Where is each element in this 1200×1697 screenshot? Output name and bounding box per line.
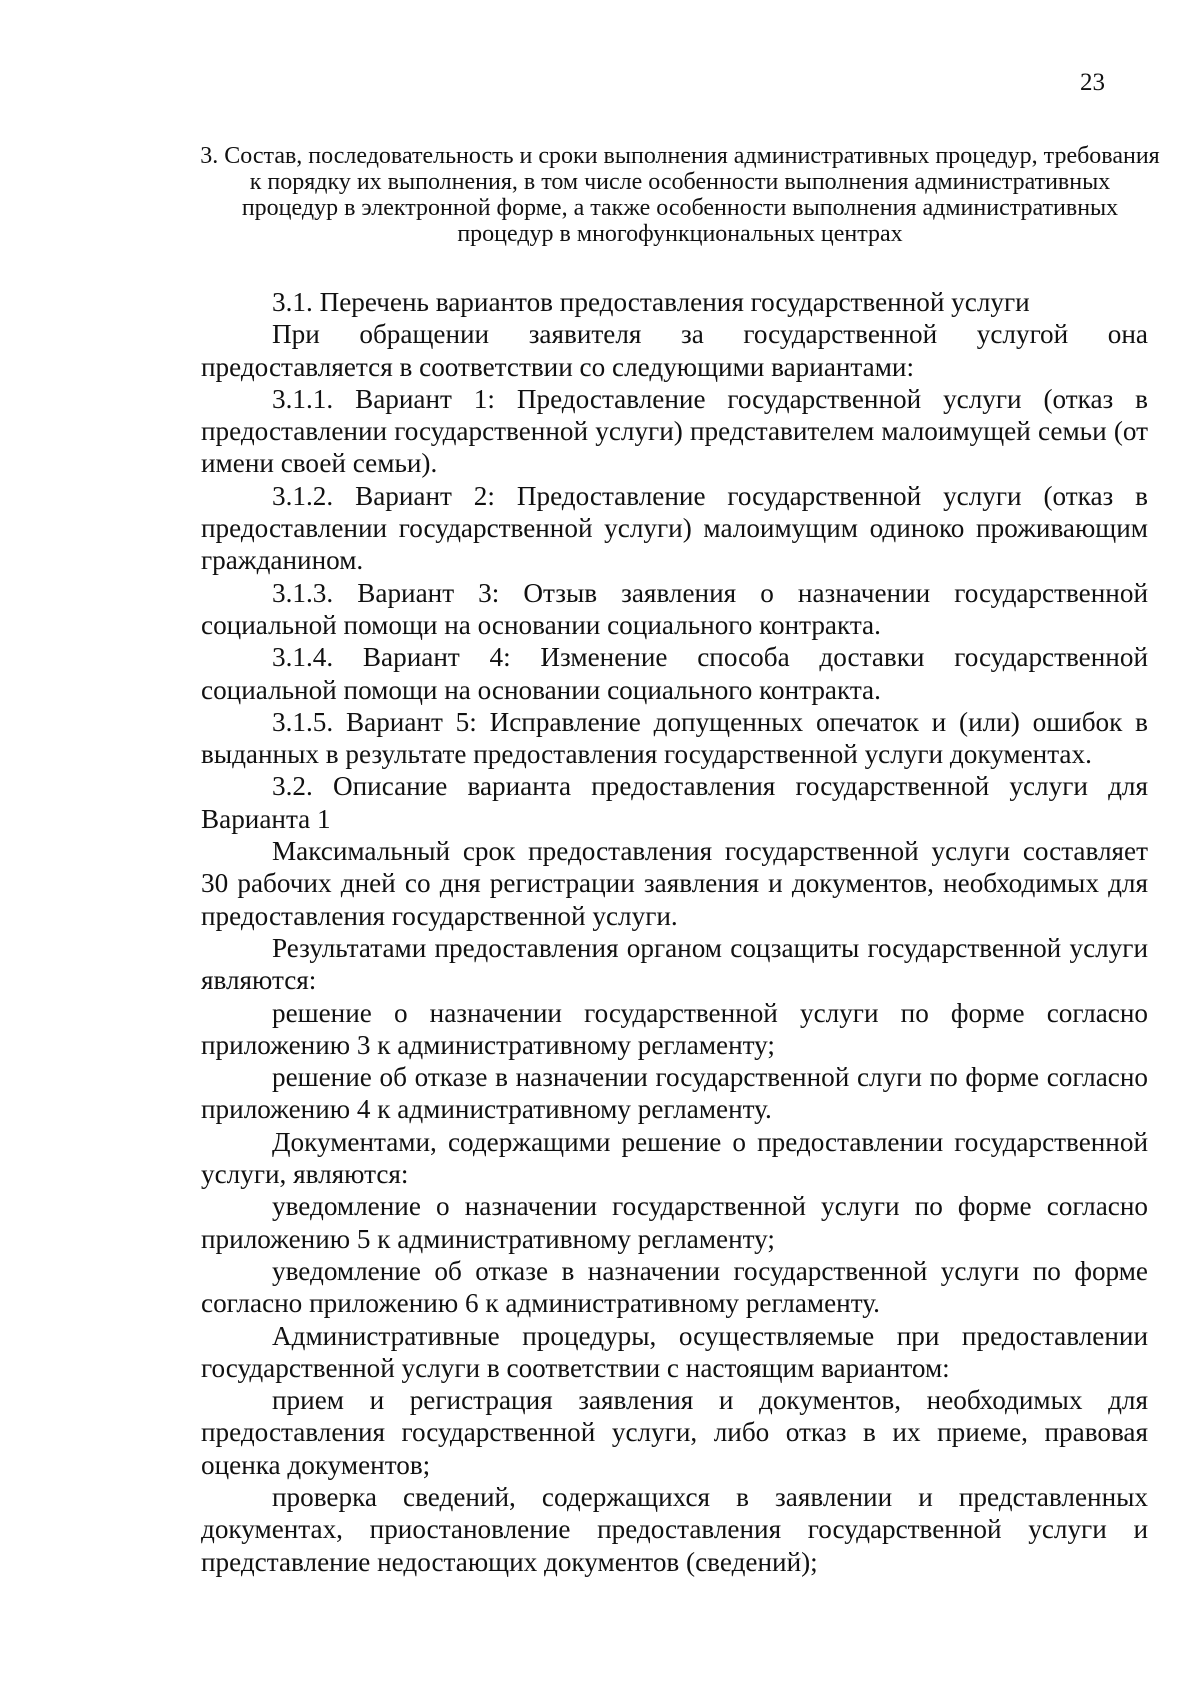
paragraph-3-1-4: 3.1.4. Вариант 4: Изменение способа доставки государственной социальной помощи на основании социального контракта. xyxy=(201,642,1148,705)
paragraph-notice-refusal: уведомление об отказе в назначении государственной услуги по форме согласно приложению 6 к административному регламенту. xyxy=(201,1255,1148,1319)
document-body xyxy=(201,286,1148,1578)
paragraph-results: Результатами предоставления органом соцзащиты государственной услуги являются: xyxy=(201,932,1148,996)
paragraph-3-1-5: 3.1.5. Вариант 5: Исправление допущенных опечаток и (или) ошибок в выданных в результате предоставления государственной услуги документах. xyxy=(201,706,1148,770)
paragraph-intro: При обращении заявителя за государственной услугой она предоставляется в соответствии со следующими вариантами: xyxy=(201,319,1148,382)
paragraph-3-2: 3.2. Описание варианта предоставления государственной услуги для Варианта 1 xyxy=(201,771,1148,834)
paragraph-procedure-verification: проверка сведений, содержащихся в заявлении и представленных документах, приостановление предоставления государственной услуги и представление недостающих документов (сведений); xyxy=(201,1481,1148,1577)
paragraph-3-1-3: 3.1.3. Вариант 3: Отзыв заявления о назначении государственной социальной помощи на основании социального контракта. xyxy=(201,577,1148,640)
paragraph-procedure-reception: прием и регистрация заявления и документов, необходимых для предоставления государственной услуги, либо отказ в их приеме, правовая оценка документов; xyxy=(201,1385,1148,1480)
paragraph-procedures: Административные процедуры, осуществляемые при предоставлении государственной услуги в соответствии с настоящим вариантом: xyxy=(201,1320,1148,1383)
paragraph-documents: Документами, содержащими решение о предоставлении государственной услуги, являются: xyxy=(201,1126,1148,1190)
paragraph-3-1: 3.1. Перечень вариантов предоставления государственной услуги xyxy=(272,287,1030,317)
paragraph-decision-refusal: решение об отказе в назначении государственной слуги по форме согласно приложению 4 к административному регламенту. xyxy=(201,1062,1148,1125)
page-number: 23 xyxy=(1080,69,1105,96)
paragraph-max-term: Максимальный срок предоставления государственной услуги составляет 30 рабочих дней со дня регистрации заявления и документов, необходимых для предоставления государственной услуги. xyxy=(201,836,1148,931)
paragraph-notice-grant: уведомление о назначении государственной услуги по форме согласно приложению 5 к административному регламенту; xyxy=(201,1191,1148,1254)
section-heading: 3. Состав, последовательность и сроки выполнения административных процедур, требования к порядку их выполнения, в том числе особенности выполнения административных процедур в электронной форме, а также особенности выполнения административных процедур в многофункциональных центрах xyxy=(200,143,1160,247)
paragraph-decision-grant: решение о назначении государственной услуги по форме согласно приложению 3 к административному регламенту; xyxy=(201,997,1148,1060)
paragraph-3-1-1: 3.1.1. Вариант 1: Предоставление государственной услуги (отказ в предоставлении государственной услуги) представителем малоимущей семьи (от имени своей семьи). xyxy=(201,383,1148,479)
paragraph-3-1-2: 3.1.2. Вариант 2: Предоставление государственной услуги (отказ в предоставлении государственной услуги) малоимущим одиноко проживающим гражданином. xyxy=(201,480,1148,576)
